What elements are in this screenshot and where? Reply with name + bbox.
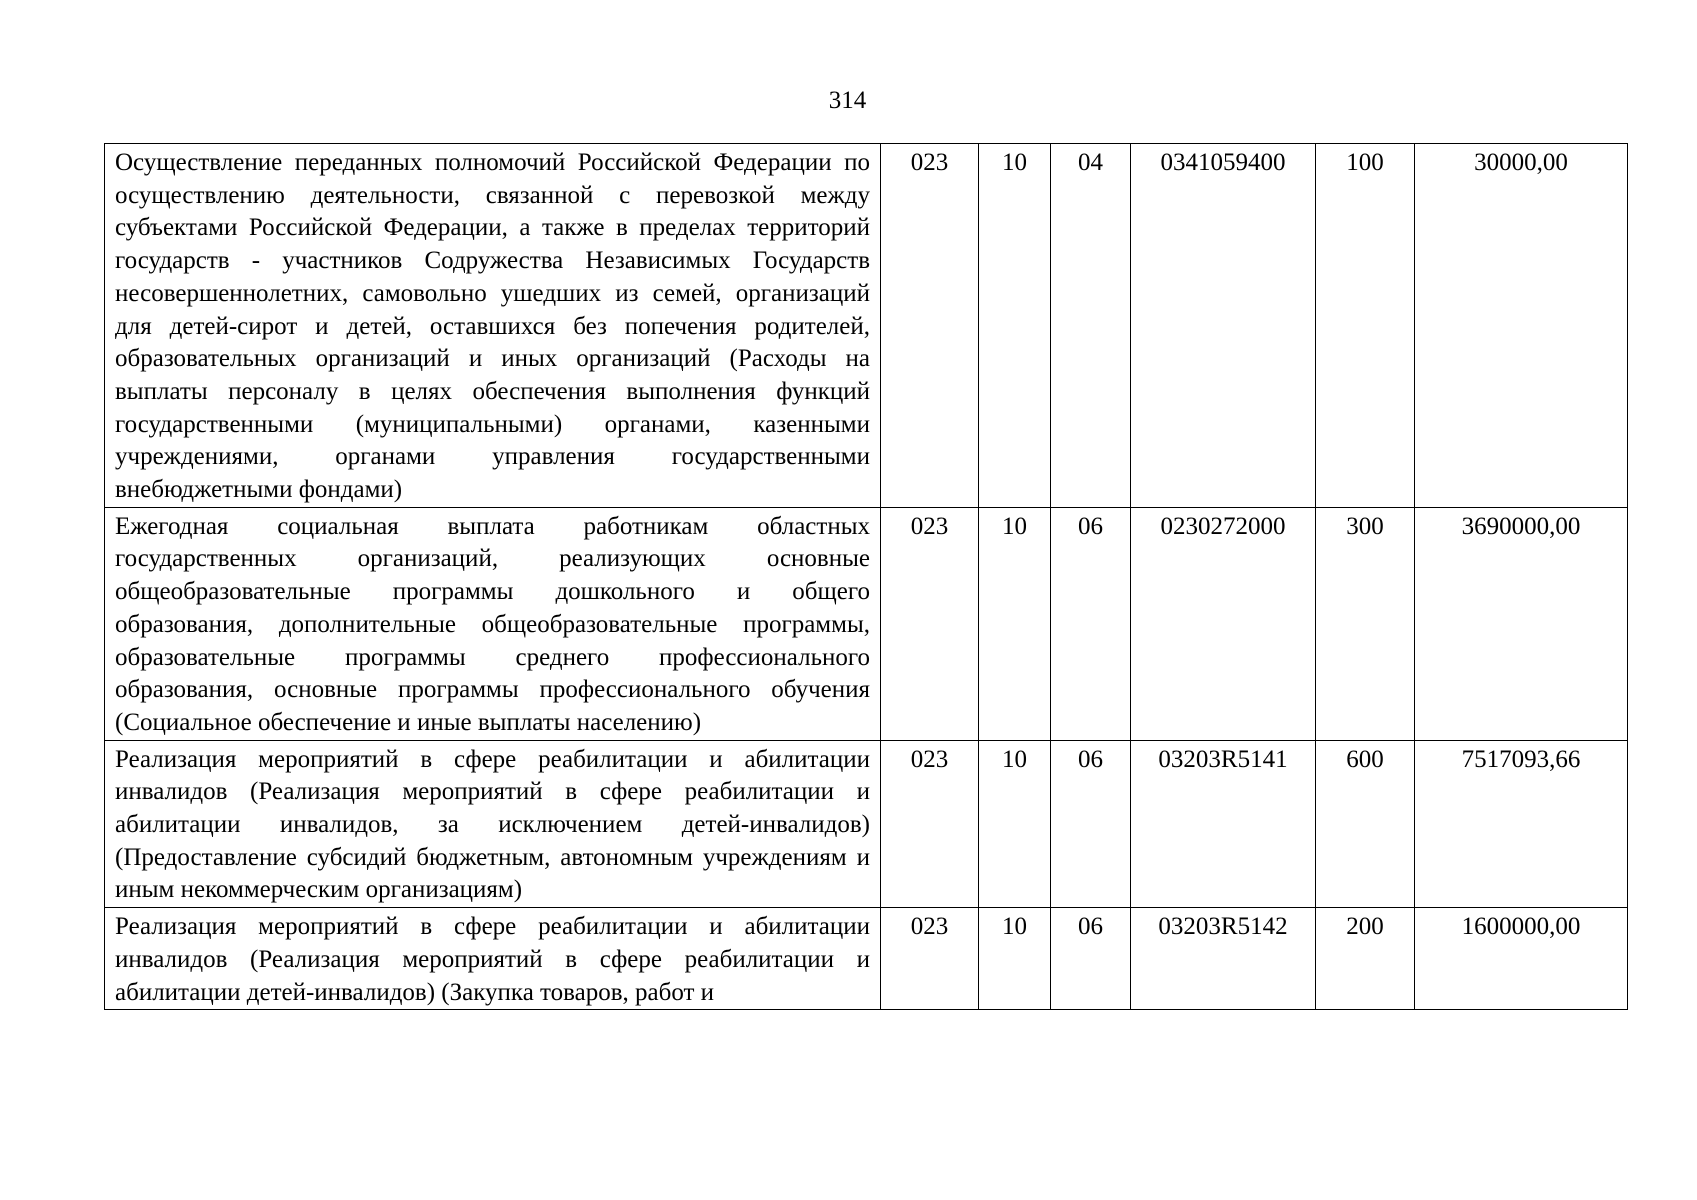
table-row: [105, 144, 1628, 508]
row-ministry-code: 023: [881, 740, 979, 908]
row-amount: 3690000,00: [1415, 507, 1628, 740]
row-amount: 1600000,00: [1415, 908, 1628, 1010]
row-section-code: 10: [979, 144, 1051, 508]
row-amount: 7517093,66: [1415, 740, 1628, 908]
table-row: [105, 908, 1628, 1010]
row-section-code: 10: [979, 507, 1051, 740]
row-expense-type: 100: [1316, 144, 1415, 508]
row-subsection-code: 06: [1051, 908, 1131, 1010]
row-expense-type: 600: [1316, 740, 1415, 908]
row-amount: 30000,00: [1415, 144, 1628, 508]
row-description: Осуществление переданных полномочий Российской Федерации по осуществлению деятельности, связанной с перевозкой между субъектами Российской Федерации, а также в пределах территорий государств - участников Содружества Независимых Государств несовершеннолетних, самовольно ушедших из семей, организаций для детей-сирот и детей, оставшихся без попечения родителей, образовательных организаций и иных организаций (Расходы на выплаты персоналу в целях обеспечения выполнения функций государственными (муниципальными) органами, казенными учреждениями, органами управления государственными внебюджетными фондами): [105, 144, 881, 508]
row-target-article: 0230272000: [1131, 507, 1316, 740]
budget-table: [104, 143, 1628, 1010]
row-section-code: 10: [979, 740, 1051, 908]
row-subsection-code: 06: [1051, 740, 1131, 908]
row-target-article: 0341059400: [1131, 144, 1316, 508]
row-ministry-code: 023: [881, 144, 979, 508]
row-subsection-code: 04: [1051, 144, 1131, 508]
row-description: Реализация мероприятий в сфере реабилитации и абилитации инвалидов (Реализация мероприятий в сфере реабилитации и абилитации детей-инвалидов) (Закупка товаров, работ и: [105, 908, 881, 1010]
row-description: Ежегодная социальная выплата работникам областных государственных организаций, реализующих основные общеобразовательные программы дошкольного и общего образования, дополнительные общеобразовательные программы, образовательные программы среднего профессионального образования, основные программы профессионального обучения (Социальное обеспечение и иные выплаты населению): [105, 507, 881, 740]
row-target-article: 03203R5142: [1131, 908, 1316, 1010]
row-subsection-code: 06: [1051, 507, 1131, 740]
row-ministry-code: 023: [881, 908, 979, 1010]
page-number: 314: [828, 87, 867, 114]
row-ministry-code: 023: [881, 507, 979, 740]
table-row: [105, 740, 1628, 908]
row-expense-type: 300: [1316, 507, 1415, 740]
row-description: Реализация мероприятий в сфере реабилитации и абилитации инвалидов (Реализация мероприятий в сфере реабилитации и абилитации инвалидов, за исключением детей-инвалидов) (Предоставление субсидий бюджетным, автономным учреждениям и иным некоммерческим организациям): [105, 740, 881, 908]
row-expense-type: 200: [1316, 908, 1415, 1010]
row-section-code: 10: [979, 908, 1051, 1010]
table-row: [105, 507, 1628, 740]
row-target-article: 03203R5141: [1131, 740, 1316, 908]
